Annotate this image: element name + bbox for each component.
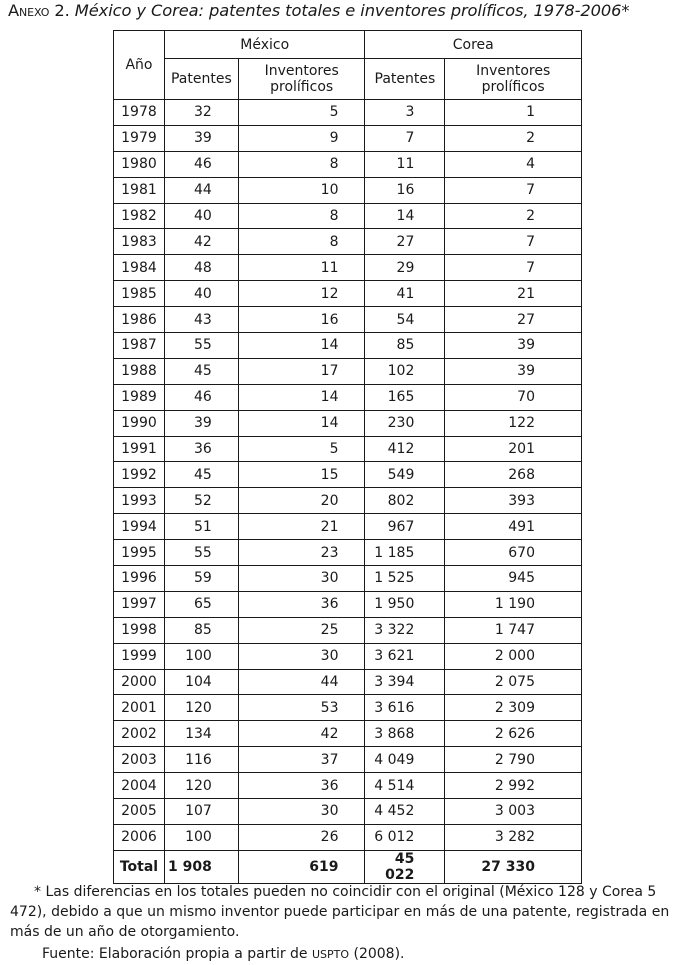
cell-year: 1978: [114, 100, 165, 126]
source-abbr: USPTO: [312, 948, 350, 961]
cell-year: 1986: [114, 307, 165, 333]
cell-corea-patentes: 11: [365, 151, 445, 177]
cell-mexico-inventores: 12: [238, 281, 365, 307]
cell-corea-patentes: 3 394: [365, 669, 445, 695]
cell-corea-inventores: 1 190: [445, 591, 582, 617]
cell-corea-patentes: 4 452: [365, 799, 445, 825]
cell-corea-inventores: 393: [445, 488, 582, 514]
title-text: México y Corea: patentes totales e inventores prolíficos, 1978-2006*: [74, 1, 630, 20]
cell-corea-inventores: 201: [445, 436, 582, 462]
cell-year: 2001: [114, 695, 165, 721]
cell-mexico-patentes: 44: [164, 177, 238, 203]
cell-corea-inventores: 2: [445, 203, 582, 229]
table-row: [114, 100, 582, 126]
inventores-line2: prolíficos: [270, 79, 334, 95]
cell-corea-inventores: 2 790: [445, 747, 582, 773]
table-title: [8, 1, 629, 20]
total-corea-inventores: 27 330: [445, 850, 582, 883]
cell-corea-inventores: 670: [445, 540, 582, 566]
cell-corea-inventores: 2 309: [445, 695, 582, 721]
table-row: [114, 384, 582, 410]
cell-mexico-patentes: 40: [164, 281, 238, 307]
annex-label: Anexo 2.: [8, 1, 70, 20]
cell-corea-patentes: 85: [365, 333, 445, 359]
total-mexico-inventores: 619: [238, 850, 365, 883]
cell-mexico-inventores: 30: [238, 566, 365, 592]
table-row: [114, 695, 582, 721]
table-row: [114, 747, 582, 773]
cell-corea-patentes: 4 049: [365, 747, 445, 773]
cell-year: 1983: [114, 229, 165, 255]
cell-mexico-inventores: 36: [238, 773, 365, 799]
cell-mexico-patentes: 120: [164, 773, 238, 799]
cell-mexico-patentes: 32: [164, 100, 238, 126]
cell-corea-patentes: 967: [365, 514, 445, 540]
cell-mexico-patentes: 40: [164, 203, 238, 229]
cell-corea-inventores: 2 000: [445, 643, 582, 669]
cell-mexico-patentes: 65: [164, 591, 238, 617]
cell-corea-patentes: 1 185: [365, 540, 445, 566]
cell-corea-inventores: 7: [445, 177, 582, 203]
cell-year: 2002: [114, 721, 165, 747]
cell-corea-patentes: 3 322: [365, 617, 445, 643]
cell-corea-patentes: 3 868: [365, 721, 445, 747]
cell-year: 1998: [114, 617, 165, 643]
table-row: [114, 617, 582, 643]
source-note: [42, 944, 405, 965]
cell-corea-patentes: 4 514: [365, 773, 445, 799]
cell-mexico-inventores: 11: [238, 255, 365, 281]
cell-corea-patentes: 230: [365, 410, 445, 436]
cell-year: 2004: [114, 773, 165, 799]
cell-mexico-inventores: 26: [238, 824, 365, 850]
cell-mexico-patentes: 42: [164, 229, 238, 255]
cell-corea-inventores: 1 747: [445, 617, 582, 643]
cell-corea-patentes: 7: [365, 125, 445, 151]
cell-mexico-patentes: 107: [164, 799, 238, 825]
total-row: [114, 850, 582, 883]
cell-year: 1984: [114, 255, 165, 281]
table-row: [114, 824, 582, 850]
table-row: [114, 436, 582, 462]
cell-mexico-patentes: 116: [164, 747, 238, 773]
table-row: [114, 281, 582, 307]
cell-mexico-inventores: 8: [238, 229, 365, 255]
cell-corea-inventores: 7: [445, 229, 582, 255]
cell-year: 1997: [114, 591, 165, 617]
cell-corea-inventores: 4: [445, 151, 582, 177]
cell-mexico-patentes: 85: [164, 617, 238, 643]
cell-mexico-inventores: 14: [238, 410, 365, 436]
table-row: [114, 229, 582, 255]
header-row-groups: [114, 31, 582, 59]
table-row: [114, 514, 582, 540]
cell-corea-inventores: 27: [445, 307, 582, 333]
cell-corea-inventores: 268: [445, 462, 582, 488]
cell-mexico-inventores: 5: [238, 100, 365, 126]
cell-year: 1982: [114, 203, 165, 229]
cell-year: 1996: [114, 566, 165, 592]
header-row-columns: [114, 59, 582, 100]
table-row: [114, 203, 582, 229]
cell-year: 1999: [114, 643, 165, 669]
cell-mexico-inventores: 25: [238, 617, 365, 643]
cell-mexico-inventores: 14: [238, 384, 365, 410]
cell-year: 1990: [114, 410, 165, 436]
cell-mexico-inventores: 53: [238, 695, 365, 721]
table-row: [114, 540, 582, 566]
patents-table: [113, 30, 582, 884]
cell-mexico-inventores: 44: [238, 669, 365, 695]
cell-mexico-inventores: 14: [238, 333, 365, 359]
header-year: Año: [114, 31, 165, 100]
table-row: [114, 177, 582, 203]
total-label: Total: [114, 850, 165, 883]
header-group-mexico: México: [164, 31, 365, 59]
cell-corea-inventores: 2 992: [445, 773, 582, 799]
cell-mexico-patentes: 48: [164, 255, 238, 281]
cell-year: 1993: [114, 488, 165, 514]
cell-mexico-patentes: 46: [164, 384, 238, 410]
cell-corea-inventores: 7: [445, 255, 582, 281]
cell-year: 1979: [114, 125, 165, 151]
cell-mexico-inventores: 17: [238, 358, 365, 384]
table-row: [114, 333, 582, 359]
cell-corea-patentes: 41: [365, 281, 445, 307]
cell-corea-inventores: 2: [445, 125, 582, 151]
cell-corea-patentes: 1 950: [365, 591, 445, 617]
cell-mexico-inventores: 16: [238, 307, 365, 333]
cell-mexico-patentes: 100: [164, 643, 238, 669]
cell-mexico-patentes: 59: [164, 566, 238, 592]
cell-year: 1992: [114, 462, 165, 488]
cell-mexico-patentes: 39: [164, 125, 238, 151]
cell-mexico-inventores: 10: [238, 177, 365, 203]
cell-mexico-inventores: 8: [238, 151, 365, 177]
cell-mexico-inventores: 21: [238, 514, 365, 540]
cell-mexico-patentes: 51: [164, 514, 238, 540]
table-row: [114, 566, 582, 592]
cell-corea-patentes: 16: [365, 177, 445, 203]
cell-mexico-patentes: 55: [164, 333, 238, 359]
table-row: [114, 799, 582, 825]
header-corea-inventores: [445, 59, 582, 100]
cell-mexico-patentes: 120: [164, 695, 238, 721]
cell-year: 1987: [114, 333, 165, 359]
table-row: [114, 643, 582, 669]
cell-corea-patentes: 3 616: [365, 695, 445, 721]
table-row: [114, 255, 582, 281]
inventores-line2: prolíficos: [481, 79, 545, 95]
cell-mexico-patentes: 134: [164, 721, 238, 747]
cell-mexico-patentes: 45: [164, 462, 238, 488]
cell-corea-inventores: 3 282: [445, 824, 582, 850]
cell-mexico-patentes: 36: [164, 436, 238, 462]
table-body: [114, 100, 582, 884]
cell-mexico-patentes: 55: [164, 540, 238, 566]
cell-corea-patentes: 54: [365, 307, 445, 333]
cell-corea-patentes: 165: [365, 384, 445, 410]
source-prefix: Fuente: Elaboración propia a partir de: [42, 946, 312, 962]
cell-corea-inventores: 39: [445, 358, 582, 384]
cell-year: 1995: [114, 540, 165, 566]
cell-year: 2005: [114, 799, 165, 825]
table-row: [114, 669, 582, 695]
cell-corea-patentes: 549: [365, 462, 445, 488]
cell-mexico-inventores: 23: [238, 540, 365, 566]
cell-year: 1988: [114, 358, 165, 384]
footnote-text: * Las diferencias en los totales pueden no coincidir con el original (México 128 y Corea 5 472), debido a que un mismo inventor puede participar en más de una patente, registrada en más de un año de otorgamiento.: [10, 884, 670, 940]
cell-corea-patentes: 1 525: [365, 566, 445, 592]
cell-mexico-inventores: 9: [238, 125, 365, 151]
cell-corea-inventores: 945: [445, 566, 582, 592]
cell-corea-patentes: 6 012: [365, 824, 445, 850]
cell-corea-inventores: 3 003: [445, 799, 582, 825]
cell-corea-inventores: 1: [445, 100, 582, 126]
cell-mexico-inventores: 5: [238, 436, 365, 462]
cell-year: 1981: [114, 177, 165, 203]
cell-year: 2003: [114, 747, 165, 773]
cell-mexico-patentes: 43: [164, 307, 238, 333]
inventores-line1: Inventores: [476, 63, 551, 79]
cell-year: 1991: [114, 436, 165, 462]
cell-corea-patentes: 3: [365, 100, 445, 126]
cell-year: 1980: [114, 151, 165, 177]
cell-corea-inventores: 21: [445, 281, 582, 307]
header-corea-patentes: Patentes: [365, 59, 445, 100]
cell-corea-inventores: 122: [445, 410, 582, 436]
cell-corea-patentes: 802: [365, 488, 445, 514]
cell-year: 1994: [114, 514, 165, 540]
table-row: [114, 462, 582, 488]
cell-mexico-patentes: 100: [164, 824, 238, 850]
cell-corea-patentes: 412: [365, 436, 445, 462]
cell-mexico-inventores: 36: [238, 591, 365, 617]
cell-mexico-inventores: 42: [238, 721, 365, 747]
table-row: [114, 773, 582, 799]
table-row: [114, 307, 582, 333]
header-group-corea: Corea: [365, 31, 582, 59]
cell-year: 2000: [114, 669, 165, 695]
table-row: [114, 488, 582, 514]
cell-corea-patentes: 27: [365, 229, 445, 255]
cell-year: 1989: [114, 384, 165, 410]
cell-mexico-inventores: 15: [238, 462, 365, 488]
table-row: [114, 151, 582, 177]
cell-mexico-patentes: 46: [164, 151, 238, 177]
cell-mexico-inventores: 20: [238, 488, 365, 514]
table-row: [114, 591, 582, 617]
cell-corea-inventores: 39: [445, 333, 582, 359]
cell-mexico-inventores: 30: [238, 643, 365, 669]
total-mexico-patentes: 1 908: [164, 850, 238, 883]
cell-corea-patentes: 102: [365, 358, 445, 384]
cell-mexico-patentes: 45: [164, 358, 238, 384]
header-mexico-inventores: [238, 59, 365, 100]
cell-corea-inventores: 491: [445, 514, 582, 540]
cell-year: 1985: [114, 281, 165, 307]
cell-mexico-inventores: 8: [238, 203, 365, 229]
source-suffix: (2008).: [349, 946, 405, 962]
header-mexico-patentes: Patentes: [164, 59, 238, 100]
cell-corea-patentes: 3 621: [365, 643, 445, 669]
cell-corea-inventores: 2 075: [445, 669, 582, 695]
cell-mexico-patentes: 39: [164, 410, 238, 436]
cell-mexico-inventores: 37: [238, 747, 365, 773]
cell-year: 2006: [114, 824, 165, 850]
inventores-line1: Inventores: [264, 63, 339, 79]
cell-mexico-inventores: 30: [238, 799, 365, 825]
cell-mexico-patentes: 104: [164, 669, 238, 695]
cell-mexico-patentes: 52: [164, 488, 238, 514]
table-row: [114, 125, 582, 151]
table-row: [114, 358, 582, 384]
cell-corea-inventores: 2 626: [445, 721, 582, 747]
footnote: [10, 882, 686, 942]
cell-corea-patentes: 14: [365, 203, 445, 229]
cell-corea-patentes: 29: [365, 255, 445, 281]
cell-corea-inventores: 70: [445, 384, 582, 410]
total-corea-patentes: 45 022: [365, 850, 445, 883]
table-row: [114, 721, 582, 747]
table-row: [114, 410, 582, 436]
